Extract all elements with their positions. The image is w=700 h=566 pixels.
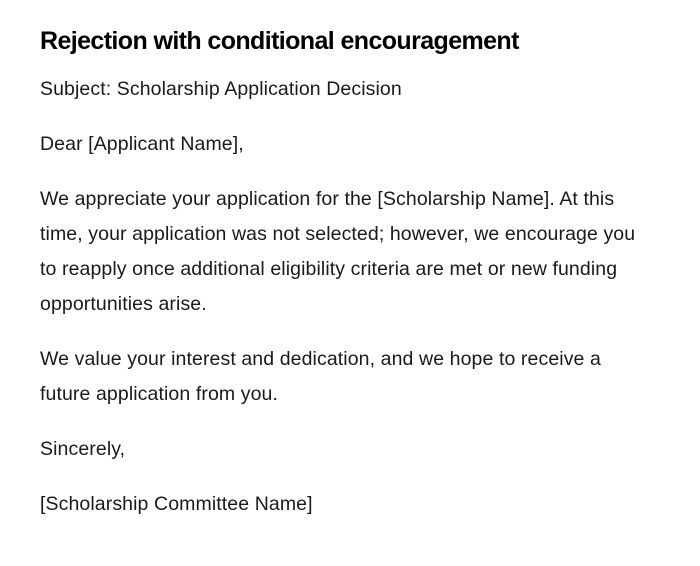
body-paragraph: We appreciate your application for the [Scholarship Name]. At this time, your application was not selected; however, we encourage you to reapply once additional eligibility criteria are met or new funding opportunities arise. [40, 188, 636, 315]
signature: [Scholarship Committee Name] [40, 493, 313, 515]
closing: Sincerely, [40, 438, 126, 460]
salutation: Dear [Applicant Name], [40, 133, 244, 155]
subject-line: Subject: Scholarship Application Decision [40, 78, 402, 100]
document-title: Rejection with conditional encouragement [40, 27, 519, 55]
body-paragraph: We value your interest and dedication, and we hope to receive a future application from you. [40, 348, 601, 405]
